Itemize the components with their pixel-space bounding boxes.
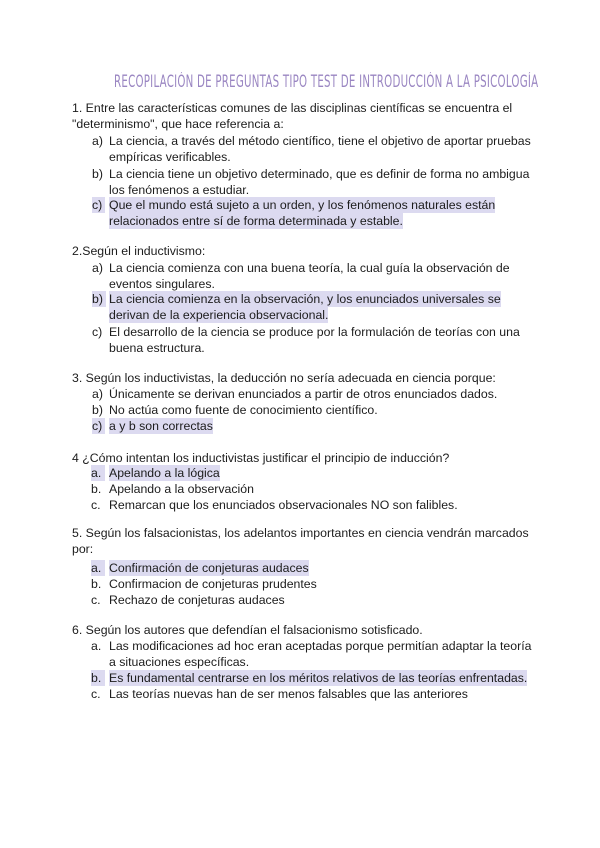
option-marker: a. xyxy=(91,639,102,653)
option-text: empíricas verificables. xyxy=(109,150,231,164)
option-text: Rechazo de conjeturas audaces xyxy=(109,593,285,607)
option-text: a situaciones específicas. xyxy=(109,655,250,669)
option-marker: c) xyxy=(92,197,105,213)
question-1-text: 1. Entre las características comunes de las disciplinas científicas se encuentra el xyxy=(72,101,513,115)
option-marker: a. xyxy=(91,465,105,481)
option-text: La ciencia, a través del método científico, tiene el objetivo de aportar pruebas xyxy=(109,134,531,148)
option-text: los fenómenos a estudiar. xyxy=(109,183,250,197)
option-text: Las teorías nuevas han de ser menos falsables que las anteriores xyxy=(109,687,468,701)
option-text: Apelando a la lógica xyxy=(109,466,220,480)
option-text: Que el mundo está sujeto a un orden, y los fenómenos naturales están xyxy=(109,198,496,212)
option-marker: a) xyxy=(92,387,103,401)
document-title: RECOPILACIÓN DE PREGUNTAS TIPO TEST DE INTRODUCCIÓN A LA PSICOLOGÍA xyxy=(114,72,539,91)
option-text: El desarrollo de la ciencia se produce por la formulación de teorías con una xyxy=(109,325,520,339)
option-marker: b. xyxy=(91,577,102,591)
option-text: La ciencia comienza en la observación, y los enunciados universales se xyxy=(109,292,501,306)
option-marker: b. xyxy=(91,482,102,496)
question-5-text: por: xyxy=(72,542,94,556)
option-marker: a. xyxy=(91,560,105,576)
option-marker: b) xyxy=(92,403,103,417)
option-marker: b) xyxy=(92,291,106,307)
option-text: Confirmacion de conjeturas prudentes xyxy=(109,577,317,591)
option-text: Las modificaciones ad hoc eran aceptadas porque permitían adaptar la teoría xyxy=(109,639,532,653)
option-text: Únicamente se derivan enunciados a partir de otros enunciados dados. xyxy=(109,387,498,401)
option-marker: c. xyxy=(91,687,101,701)
question-3-text: 3. Según los inductivistas, la deducción no sería adecuada en ciencia porque: xyxy=(72,371,496,385)
question-4-text: 4 ¿Cómo intentan los inductivistas justificar el principio de inducción? xyxy=(72,451,450,465)
option-text: Es fundamental centrarse en los méritos relativos de las teorías enfrentadas. xyxy=(109,671,528,685)
option-text: relacionados entre sí de forma determinada y estable. xyxy=(109,214,403,228)
option-marker: a) xyxy=(92,134,103,148)
option-marker: b. xyxy=(91,670,105,686)
option-text: No actúa como fuente de conocimiento científico. xyxy=(109,403,378,417)
option-text: La ciencia tiene un objetivo determinado, que es definir de forma no ambigua xyxy=(109,167,530,181)
option-marker: c. xyxy=(91,593,101,607)
option-marker: c) xyxy=(92,325,103,339)
option-marker: b) xyxy=(92,167,103,181)
option-marker: c. xyxy=(91,498,101,512)
option-text: a y b son correctas xyxy=(109,419,213,433)
option-text: derivan de la experiencia observacional. xyxy=(109,308,329,322)
option-text: eventos singulares. xyxy=(109,277,215,291)
question-1-text: "determinismo", que hace referencia a: xyxy=(72,117,284,131)
option-text: La ciencia comienza con una buena teoría, la cual guía la observación de xyxy=(109,261,510,275)
option-text: Confirmación de conjeturas audaces xyxy=(109,561,309,575)
option-marker: c) xyxy=(92,418,105,434)
option-text: Remarcan que los enunciados observacionales NO son falibles. xyxy=(109,498,458,512)
option-text: Apelando a la observación xyxy=(109,482,254,496)
question-2-text: 2.Según el inductivismo: xyxy=(72,244,206,258)
option-text: buena estructura. xyxy=(109,341,205,355)
question-5-text: 5. Según los falsacionistas, los adelantos importantes en ciencia vendrán marcados xyxy=(72,526,529,540)
option-marker: a) xyxy=(92,261,103,275)
question-6-text: 6. Según los autores que defendían el falsacionismo sotisficado. xyxy=(72,623,423,637)
